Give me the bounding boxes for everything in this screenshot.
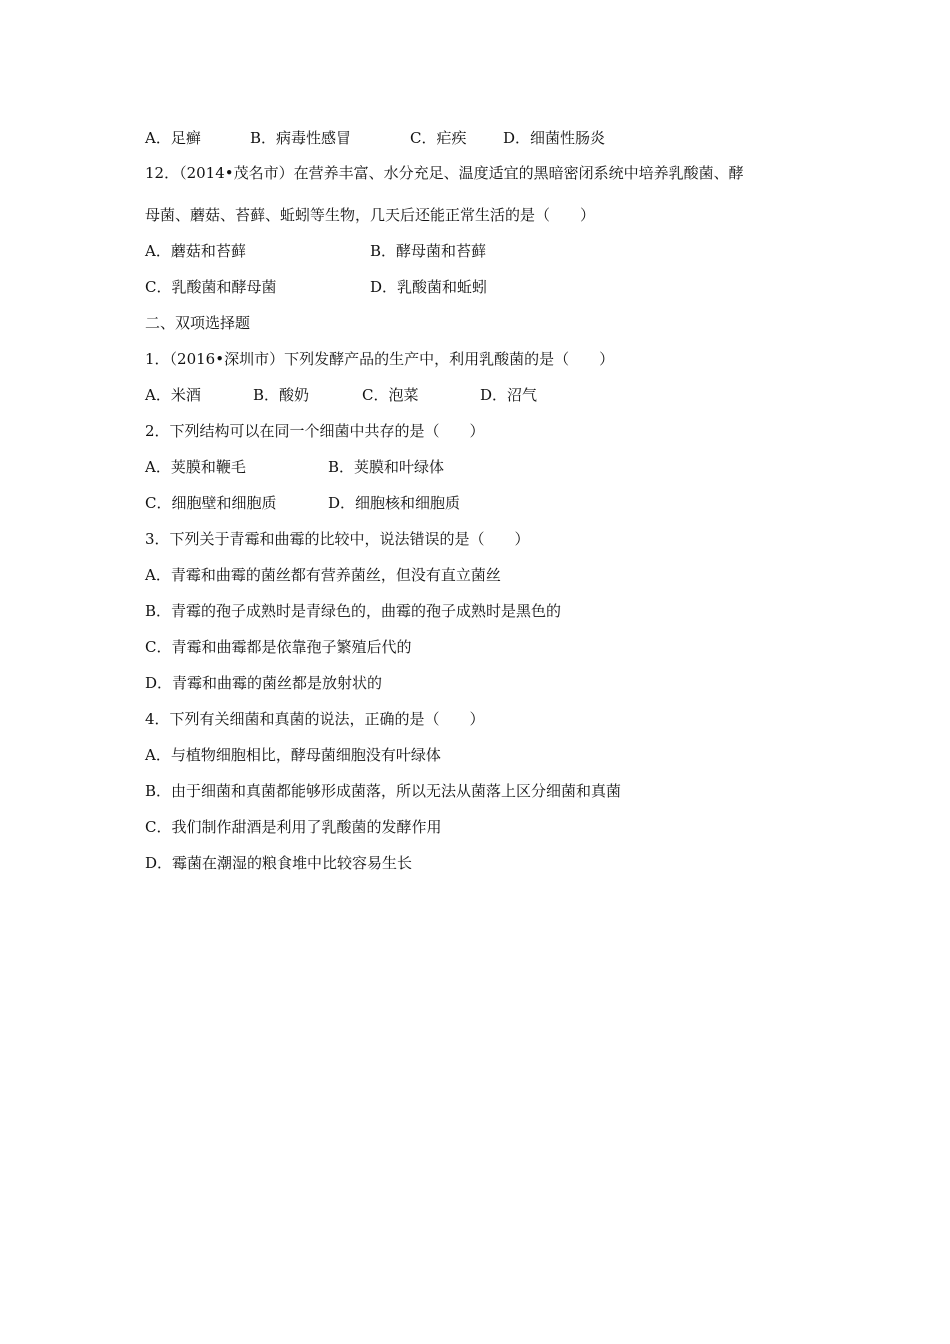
q11-option-b: B．病毒性感冒 (250, 129, 352, 147)
q11-option-a: A．足癣 (145, 129, 201, 147)
section-2-title: 二、双项选择题 (145, 314, 251, 332)
s2q4-stem: 4．下列有关细菌和真菌的说法，正确的是（ ） (145, 710, 485, 728)
s2q2-option-d: D．细胞核和细胞质 (328, 494, 461, 512)
s2q2-option-a: A．荚膜和鞭毛 (145, 458, 246, 476)
s2q1-option-a: A．米酒 (145, 386, 201, 404)
s2q3-stem: 3．下列关于青霉和曲霉的比较中，说法错误的是（ ） (145, 530, 530, 548)
s2q1-stem: 1．（2016•深圳市）下列发酵产品的生产中，利用乳酸菌的是（ ） (145, 350, 615, 368)
s2q3-option-a: A．青霉和曲霉的菌丝都有营养菌丝，但没有直立菌丝 (145, 566, 501, 584)
s2q1-option-c: C．泡菜 (362, 386, 419, 404)
s2q4-option-b: B．由于细菌和真菌都能够形成菌落，所以无法从菌落上区分细菌和真菌 (145, 782, 622, 800)
q12-option-b: B．酵母菌和苔藓 (370, 242, 487, 260)
s2q4-option-c: C．我们制作甜酒是利用了乳酸菌的发酵作用 (145, 818, 442, 836)
s2q1-option-d: D．沼气 (480, 386, 538, 404)
q11-option-c: C．疟疾 (410, 129, 467, 147)
s2q4-option-a: A．与植物细胞相比，酵母菌细胞没有叶绿体 (145, 746, 441, 764)
s2q2-stem: 2．下列结构可以在同一个细菌中共存的是（ ） (145, 422, 485, 440)
q12-option-c: C．乳酸菌和酵母菌 (145, 278, 277, 296)
s2q4-option-d: D．霉菌在潮湿的粮食堆中比较容易生长 (145, 854, 413, 872)
s2q1-option-b: B．酸奶 (253, 386, 310, 404)
s2q2-option-c: C．细胞壁和细胞质 (145, 494, 277, 512)
s2q3-option-c: C．青霉和曲霉都是依靠孢子繁殖后代的 (145, 638, 412, 656)
s2q3-option-d: D．青霉和曲霉的菌丝都是放射状的 (145, 674, 383, 692)
s2q3-option-b: B．青霉的孢子成熟时是青绿色的，曲霉的孢子成熟时是黑色的 (145, 602, 562, 620)
q11-option-d: D．细菌性肠炎 (503, 129, 606, 147)
q12-stem-line2: 母菌、蘑菇、苔藓、蚯蚓等生物，几天后还能正常生活的是（ ） (145, 206, 596, 224)
s2q2-option-b: B．荚膜和叶绿体 (328, 458, 445, 476)
q12-option-d: D．乳酸菌和蚯蚓 (370, 278, 488, 296)
q12-stem-line1: 12．（2014•茂名市）在营养丰富、水分充足、温度适宜的黑暗密闭系统中培养乳酸菌、酵 (145, 164, 744, 182)
q12-option-a: A．蘑菇和苔藓 (145, 242, 246, 260)
